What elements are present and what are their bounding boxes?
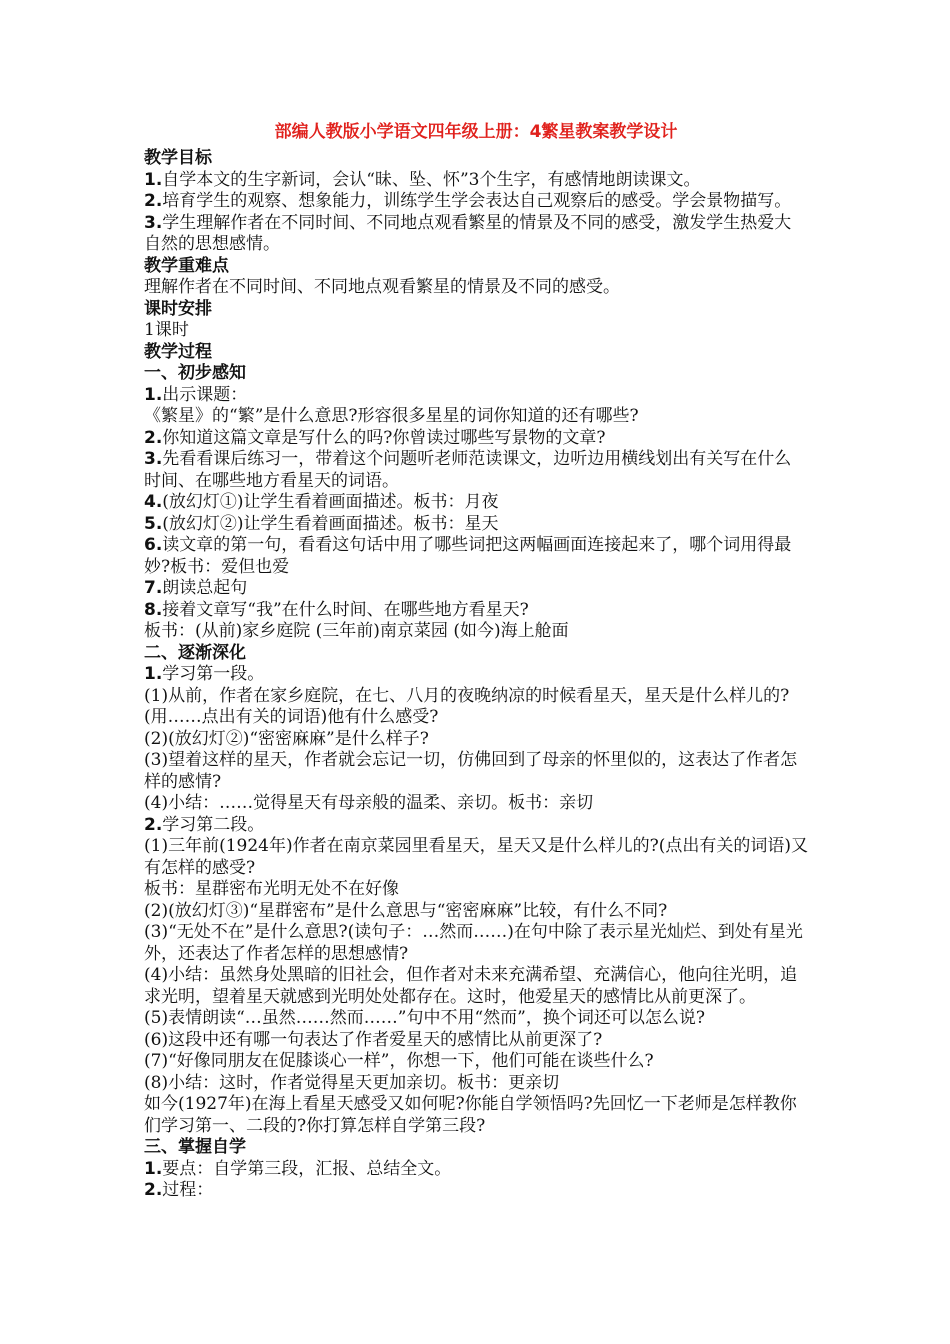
- paragraph: [144, 664, 808, 686]
- paragraph-text: (5)表情朗读“…虽然……然而……”句中不用“然而”，换个词还可以怎么说?: [144, 1008, 705, 1028]
- paragraph-text: 如今(1927年)在海上看星天感受又如何呢?你能自学领悟吗?先回忆一下老师是怎样教你们学习第一、二段的?你打算怎样自学第三段?: [144, 1094, 797, 1136]
- paragraph: [144, 707, 808, 729]
- paragraph-text: 过程：: [162, 1180, 214, 1200]
- paragraph-number: 8.: [144, 599, 163, 620]
- paragraph-text: 培育学生的观察、想象能力，训练学生学会表达自己观察后的感受。学会景物描写。: [162, 191, 792, 211]
- paragraph-text: 接着文章写“我”在什么时间、在哪些地方看星天?: [162, 599, 529, 620]
- document-body: [144, 148, 808, 1202]
- paragraph-number: 1.: [144, 384, 163, 405]
- paragraph-text: 朗读总起句: [162, 578, 248, 598]
- paragraph: [144, 385, 808, 407]
- paragraph: [144, 922, 808, 965]
- paragraph: [144, 793, 808, 815]
- section-heading: 二、逐渐深化: [144, 642, 246, 663]
- paragraph: [144, 1073, 808, 1095]
- paragraph-text: 读文章的第一句，看看这句话中用了哪些词把这两幅画面连接起来了，哪个词用得最妙?板书：爱但也爱: [144, 535, 792, 577]
- paragraph-text: (2)(放幻灯②)“密密麻麻”是什么样子?: [144, 728, 429, 749]
- paragraph-text: (7)“好像同朋友在促膝谈心一样”，你想一下，他们可能在谈些什么?: [144, 1051, 654, 1071]
- paragraph: [144, 1159, 808, 1181]
- paragraph: [144, 836, 808, 879]
- paragraph: [144, 815, 808, 837]
- paragraph-text: (用……点出有关的词语)他有什么感受?: [144, 707, 439, 727]
- paragraph-text: (3)“无处不在”是什么意思?(读句子：…然而……)在句中除了表示星光灿烂、到处有星光外，还表达了作者怎样的思想感情?: [144, 922, 803, 964]
- paragraph: [144, 729, 808, 751]
- paragraph-number: 2.: [144, 814, 163, 835]
- paragraph-text: 自学本文的生字新词，会认“昧、坠、怀”3个生字，有感情地朗读课文。: [162, 169, 701, 190]
- paragraph-number: 4.: [144, 492, 163, 512]
- paragraph: [144, 686, 808, 708]
- paragraph: [144, 514, 808, 536]
- paragraph: [144, 965, 808, 1008]
- paragraph: [144, 578, 808, 600]
- document-page: [144, 120, 808, 1202]
- paragraph-text: 学习第二段。: [162, 814, 265, 835]
- paragraph: [144, 1051, 808, 1073]
- section-heading: 三、掌握自学: [144, 1137, 246, 1157]
- paragraph-text: 出示课题：: [162, 384, 248, 405]
- paragraph-text: 板书：星群密布光明无处不在好像: [144, 879, 399, 899]
- document-title: 部编人教版小学语文四年级上册：4繁星教案教学设计: [274, 122, 678, 142]
- paragraph: [144, 170, 808, 192]
- paragraph-text: (1)三年前(1924年)作者在南京菜园里看星天，星天又是什么样儿的?(点出有关的词语)又有怎样的感受?: [144, 836, 808, 878]
- paragraph: [144, 277, 808, 299]
- paragraph-text: 板书：(从前)家乡庭院 (三年前)南京菜园 (如今)海上舱面: [144, 621, 569, 641]
- paragraph: [144, 406, 808, 428]
- paragraph-text: 理解作者在不同时间、不同地点观看繁星的情景及不同的感受。: [144, 277, 620, 297]
- paragraph-text: 学生理解作者在不同时间、不同地点观看繁星的情景及不同的感受，激发学生热爱大自然的思想感情。: [144, 212, 792, 254]
- paragraph-text: 《繁星》的“繁”是什么意思?形容很多星星的词你知道的还有哪些?: [144, 406, 639, 426]
- paragraph-number: 1.: [144, 169, 163, 190]
- paragraph: [144, 1180, 808, 1202]
- paragraph: [144, 879, 808, 901]
- paragraph-text: 学习第一段。: [162, 664, 265, 684]
- paragraph: [144, 320, 808, 342]
- paragraph: [144, 213, 808, 256]
- paragraph: [144, 901, 808, 923]
- paragraph-number: 1.: [144, 664, 163, 684]
- paragraph-number: 1.: [144, 1158, 163, 1179]
- paragraph: [144, 600, 808, 622]
- paragraph-number: 5.: [144, 513, 163, 534]
- paragraph: [144, 492, 808, 514]
- paragraph-number: 3.: [144, 449, 163, 469]
- paragraph-text: (1)从前，作者在家乡庭院，在七、八月的夜晚纳凉的时候看星天，星天是什么样儿的?: [144, 685, 790, 706]
- paragraph-text: (6)这段中还有哪一句表达了作者爱星天的感情比从前更深了?: [144, 1029, 603, 1050]
- paragraph: [144, 449, 808, 492]
- paragraph-text: 你知道这篇文章是写什么的吗?你曾读过哪些写景物的文章?: [162, 427, 606, 448]
- paragraph-text: (放幻灯①)让学生看着画面描述。板书：月夜: [162, 492, 499, 512]
- paragraph-text: (4)小结：……觉得星天有母亲般的温柔、亲切。板书：亲切: [144, 793, 594, 813]
- section-heading: 教学目标: [144, 148, 212, 168]
- paragraph-text: (放幻灯②)让学生看着画面描述。板书：星天: [162, 513, 499, 534]
- section-heading: 一、初步感知: [144, 363, 246, 383]
- paragraph-number: 2.: [144, 427, 163, 448]
- paragraph-number: 2.: [144, 191, 163, 211]
- paragraph: [144, 428, 808, 450]
- paragraph-number: 7.: [144, 578, 163, 598]
- paragraph-number: 2.: [144, 1180, 163, 1200]
- paragraph-text: (3)望着这样的星天，作者就会忘记一切，仿佛回到了母亲的怀里似的，这表达了作者怎样的感情?: [144, 750, 798, 792]
- paragraph: [144, 191, 808, 213]
- section-heading: 教学重难点: [144, 255, 229, 276]
- paragraph-text: 先看看课后练习一，带着这个问题听老师范读课文，边听边用横线划出有关写在什么时间、在哪些地方看星天的词语。: [144, 449, 792, 491]
- paragraph: [144, 1008, 808, 1030]
- paragraph-text: (8)小结：这时，作者觉得星天更加亲切。板书：更亲切: [144, 1072, 560, 1093]
- paragraph-number: 3.: [144, 212, 163, 233]
- paragraph-text: 1课时: [144, 320, 189, 340]
- paragraph-text: (2)(放幻灯③)“星群密布”是什么意思与“密密麻麻”比较，有什么不同?: [144, 900, 668, 921]
- section-heading: 课时安排: [144, 298, 212, 319]
- paragraph: [144, 1030, 808, 1052]
- paragraph: [144, 535, 808, 578]
- section-heading: 教学过程: [144, 341, 212, 362]
- paragraph: [144, 750, 808, 793]
- paragraph-text: 要点：自学第三段，汇报、总结全文。: [162, 1158, 452, 1179]
- paragraph: [144, 621, 808, 643]
- paragraph-text: (4)小结：虽然身处黑暗的旧社会，但作者对未来充满希望、充满信心，他向往光明，追求光明，望着星天就感到光明处处都存在。这时，他爱星天的感情比从前更深了。: [144, 965, 798, 1007]
- paragraph-number: 6.: [144, 535, 163, 555]
- paragraph: [144, 1094, 808, 1137]
